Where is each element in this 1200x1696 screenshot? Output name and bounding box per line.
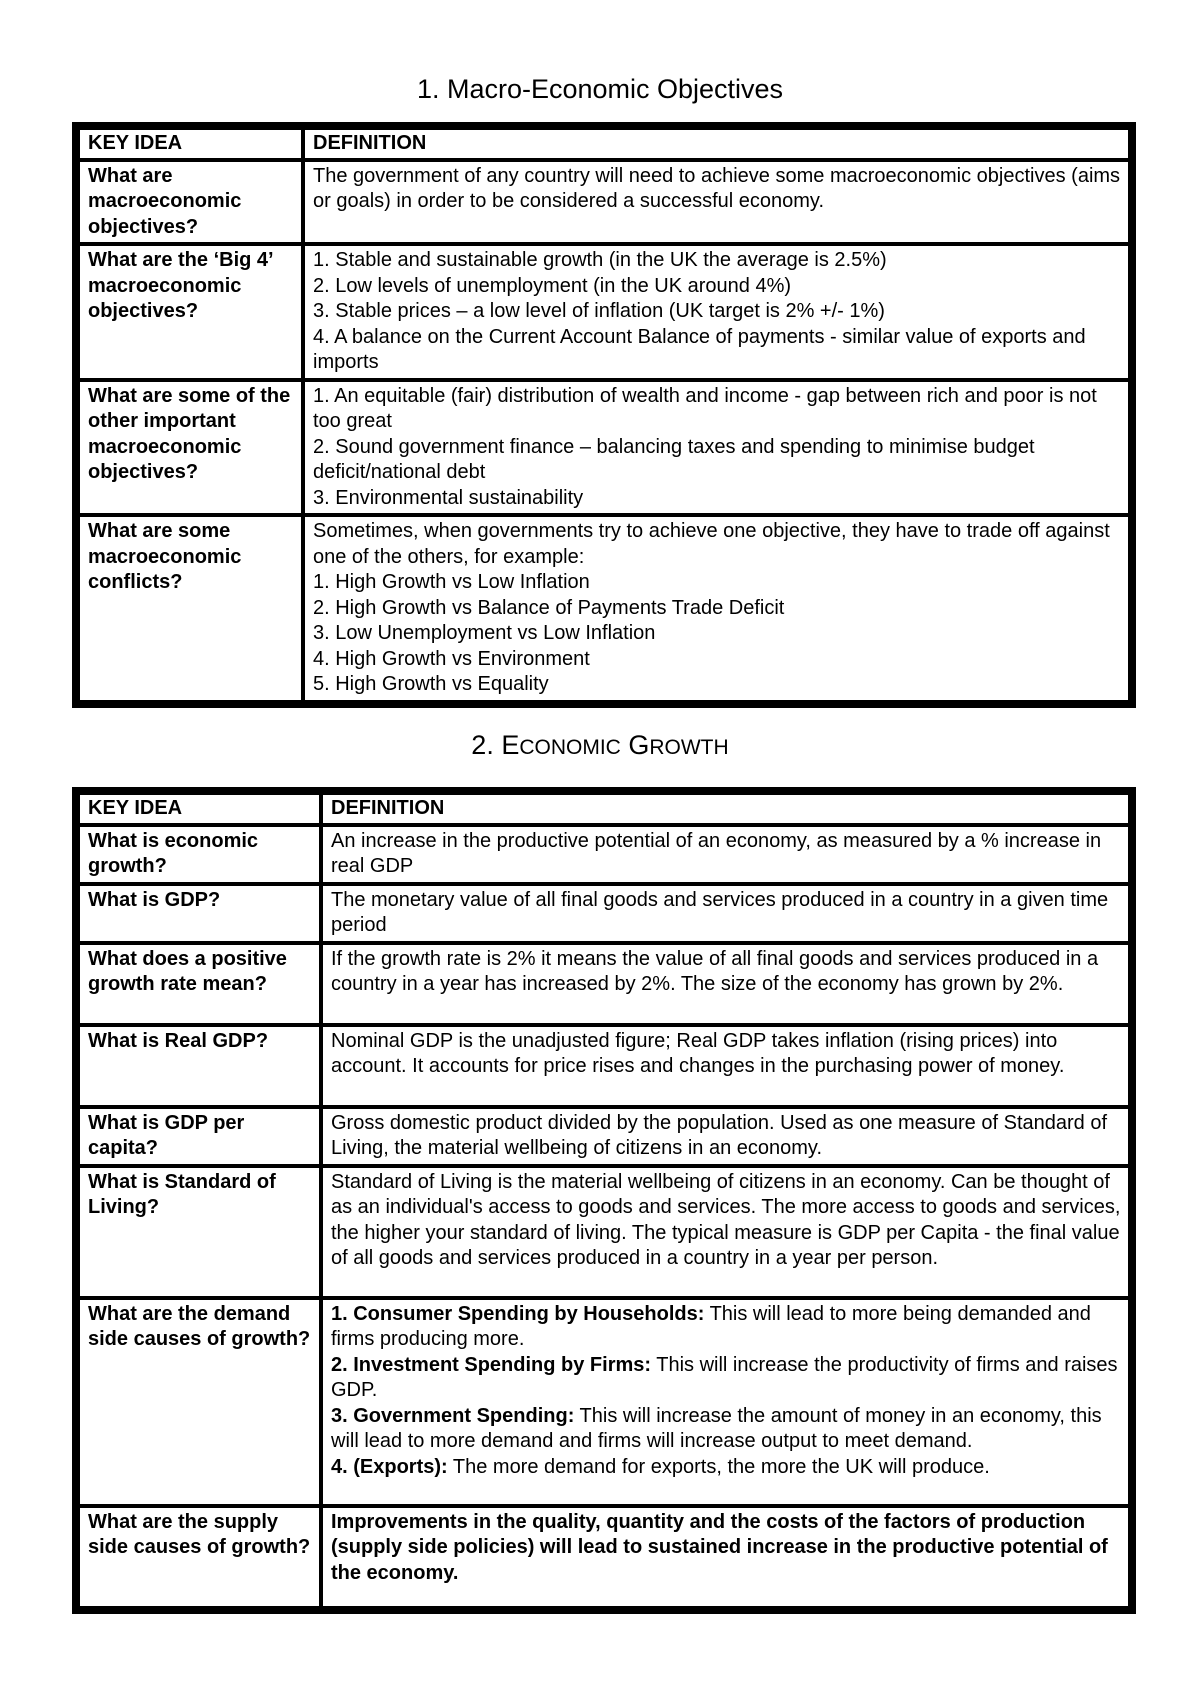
key-idea-cell: What are the demand side causes of growth? xyxy=(76,1298,321,1506)
table-row xyxy=(76,515,1132,704)
cause-label: 4. (Exports): xyxy=(331,1455,448,1478)
definition-cell: If the growth rate is 2% it means the value of all final goods and services produced in a country in a year has increased by 2%. The size of the economy has grown by 2%. xyxy=(321,943,1132,1025)
key-idea-cell: What is Real GDP? xyxy=(76,1025,321,1107)
definition-line: The government of any country will need to achieve some macroeconomic objectives (aims or goals) in order to be considered a successful economy. xyxy=(313,164,1121,212)
key-idea-cell: What is Standard of Living? xyxy=(76,1166,321,1298)
table-header-row xyxy=(76,126,1132,160)
cause-text: The more demand for exports, the more the UK will produce. xyxy=(447,1455,990,1478)
definition-line: 2. Sound government finance – balancing taxes and spending to minimise budget deficit/national debt xyxy=(313,435,1035,483)
title-number: 2. xyxy=(471,730,502,760)
definition-cell: Standard of Living is the material wellbeing of citizens in an economy. Can be thought of as an individual's access to goods and services. The more access to goods and services, the higher your standard of living. The typical measure is GDP per Capita - the final value of all goods and services produced in a country in a year per person. xyxy=(321,1166,1132,1298)
cause-label: 1. Consumer Spending by Households: xyxy=(331,1302,705,1325)
definition-header: DEFINITION xyxy=(321,791,1132,825)
definition-line: 1. An equitable (fair) distribution of wealth and income - gap between rich and poor is not too great xyxy=(313,384,1097,432)
table-header-row xyxy=(76,791,1132,825)
cause-item xyxy=(331,1404,1122,1455)
cause-label: 3. Government Spending: xyxy=(331,1404,575,1427)
table-row xyxy=(76,1298,1132,1506)
definition-line: 1. High Growth vs Low Inflation xyxy=(313,571,590,593)
definition-line: 3. Low Unemployment vs Low Inflation xyxy=(313,622,656,644)
definition-line: 5. High Growth vs Equality xyxy=(313,673,549,695)
definition-cell xyxy=(321,1298,1132,1506)
table-row xyxy=(76,1107,1132,1166)
definition-cell: An increase in the productive potential of an economy, as measured by a % increase in real GDP xyxy=(321,825,1132,884)
table-row xyxy=(76,943,1132,1025)
definition-line: 4. A balance on the Current Account Balance of payments - similar value of exports and imports xyxy=(313,325,1086,373)
definition-cell xyxy=(303,160,1132,245)
cause-item xyxy=(331,1302,1122,1353)
definition-line: Sometimes, when governments try to achieve one objective, they have to trade off against one of the others, for example: xyxy=(313,520,1110,568)
table-row xyxy=(76,825,1132,884)
definition-cell: The monetary value of all final goods and services produced in a country in a given time period xyxy=(321,884,1132,943)
definition-cell xyxy=(303,515,1132,704)
cause-text: This will lead to more being demanded and firms producing more. xyxy=(331,1302,1091,1350)
cause-text: This will increase the productivity of firms and raises GDP. xyxy=(331,1353,1118,1401)
definition-cell: Nominal GDP is the unadjusted figure; Real GDP takes inflation (rising prices) into account. It accounts for price rises and changes in the purchasing power of money. xyxy=(321,1025,1132,1107)
key-idea-cell: What is GDP per capita? xyxy=(76,1107,321,1166)
definition-line: 2. Low levels of unemployment (in the UK around 4%) xyxy=(313,274,792,297)
definition-line: 4. High Growth vs Environment xyxy=(313,647,590,670)
definition-cell: Gross domestic product divided by the population. Used as one measure of Standard of Living, the material wellbeing of citizens in an economy. xyxy=(321,1107,1132,1166)
key-idea-cell: What does a positive growth rate mean? xyxy=(76,943,321,1025)
table-row xyxy=(76,160,1132,245)
table-row xyxy=(76,1025,1132,1107)
title-smallcaps: ROWTH xyxy=(649,736,729,759)
table-row xyxy=(76,380,1132,516)
table-row xyxy=(76,884,1132,943)
table-row xyxy=(76,1506,1132,1610)
definition-cell xyxy=(303,380,1132,516)
definition-cell: Improvements in the quality, quantity and the costs of the factors of production (supply side policies) will lead to sustained increase in the productive potential of the economy. xyxy=(321,1506,1132,1610)
cause-item xyxy=(331,1353,1122,1404)
key-idea-cell: What is economic growth? xyxy=(76,825,321,884)
growth-table xyxy=(72,787,1136,1614)
definition-cell xyxy=(303,244,1132,380)
definition-line: 3. Stable prices – a low level of inflation (UK target is 2% +/- 1%) xyxy=(313,300,885,322)
definition-line: 2. High Growth vs Balance of Payments Trade Deficit xyxy=(313,596,785,619)
definition-header: DEFINITION xyxy=(303,126,1132,160)
section2-title xyxy=(0,730,1200,761)
objectives-table xyxy=(72,122,1136,708)
section1-title: 1. Macro-Economic Objectives xyxy=(416,74,784,104)
key-idea-cell: What are some of the other important macroeconomic objectives? xyxy=(76,380,303,516)
table-row xyxy=(76,244,1132,380)
cause-text: This will increase the amount of money in an economy, this will lead to more demand and firms will increase output to meet demand. xyxy=(331,1404,1102,1452)
key-idea-header: KEY IDEA xyxy=(76,791,321,825)
cause-item xyxy=(331,1455,1122,1481)
key-idea-cell: What are the ‘Big 4’ macroeconomic objectives? xyxy=(76,244,303,380)
table-row xyxy=(76,1166,1132,1298)
key-idea-header: KEY IDEA xyxy=(76,126,303,160)
definition-line: 1. Stable and sustainable growth (in the UK the average is 2.5%) xyxy=(313,249,887,271)
title-letter: E xyxy=(501,730,520,760)
key-idea-cell: What is GDP? xyxy=(76,884,321,943)
key-idea-cell: What are some macroeconomic conflicts? xyxy=(76,515,303,704)
definition-line: 3. Environmental sustainability xyxy=(313,486,584,509)
title-letter: G xyxy=(620,730,650,760)
title-smallcaps: CONOMIC xyxy=(519,736,621,759)
key-idea-cell: What are the supply side causes of growth? xyxy=(76,1506,321,1610)
cause-label: 2. Investment Spending by Firms: xyxy=(331,1353,652,1376)
key-idea-cell: What are macroeconomic objectives? xyxy=(76,160,303,245)
